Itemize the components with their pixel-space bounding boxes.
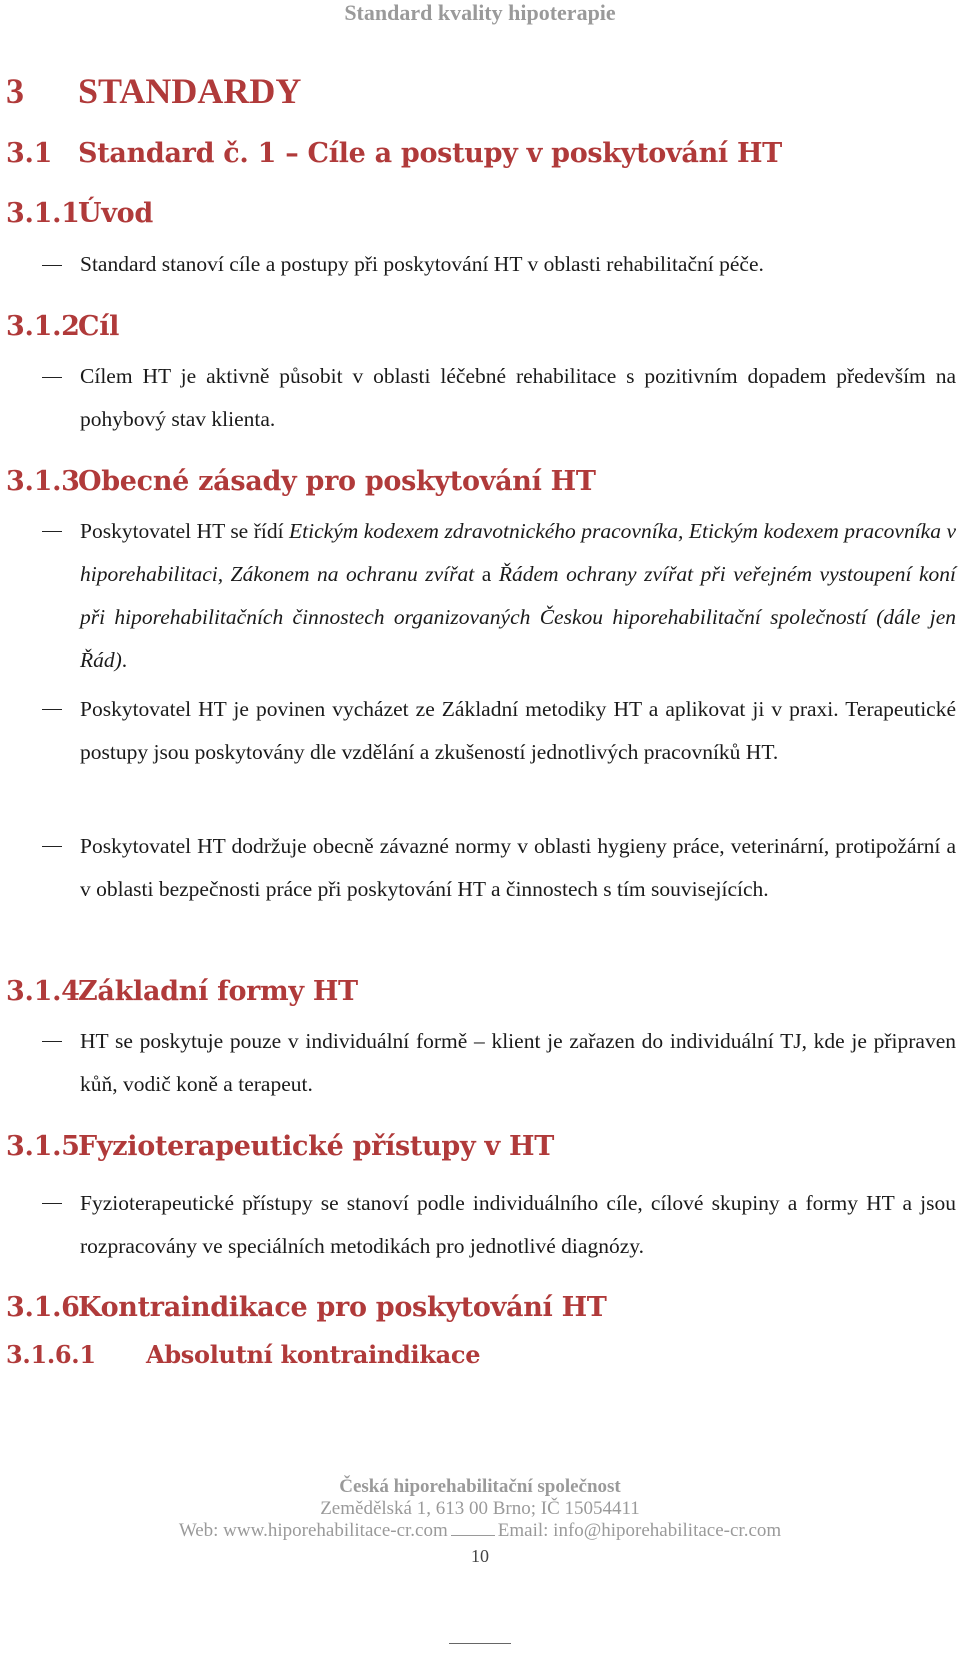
paragraph-intro: Standard stanoví cíle a postupy při poskytování HT v oblasti rehabilitační péče. [80,252,764,276]
page-number-rule [449,1643,511,1644]
footer-address: Zemědělská 1, 613 00 Brno; IČ 15054411 [320,1498,640,1519]
section-number: 3.1.6 [6,1292,80,1323]
text-run: . [121,648,128,672]
text-run: a [474,562,499,586]
paragraph-physio: Fyzioterapeutické přístupy se stanoví podle individuálního cíle, cílové skupiny a formy HT a jsou rozpracovány ve speciálních metodikách pro jednotlivé diagnózy. [80,1191,956,1258]
chapter-heading [6,70,301,112]
section-title: Standard č. 1 – Cíle a postupy v poskytování HT [78,138,782,169]
paragraph-methodology: Poskytovatel HT je povinen vycházet ze Základní metodiky HT a aplikovat ji v praxi. Terapeutické postupy jsou poskytovány dle vzdělání a zkušeností jednotlivých pracovníků HT. [80,697,956,764]
bullet-dash [42,531,62,532]
section-heading-3-1-1 [6,198,153,229]
section-heading-3-1-3 [6,466,596,497]
bullet-dash [42,846,62,847]
footer-contacts [0,1520,960,1542]
section-heading-3-1-4 [6,976,358,1007]
section-title: Úvod [78,198,153,229]
bullet-dash [42,1203,62,1204]
text-run: Poskytovatel HT se řídí [80,519,290,543]
section-heading-3-1-6-1 [6,1340,480,1369]
text-run [223,562,231,586]
bullet-dash [42,377,62,378]
paragraph-norms: Poskytovatel HT dodržuje obecně závazné normy v oblasti hygieny práce, veterinární, protipožární a v oblasti bezpečnosti práce při poskytování HT a činnostech s tím souvisejících. [80,834,956,901]
footer [0,1476,960,1542]
section-heading-3-1-2 [6,311,119,342]
paragraph-principles [80,510,956,682]
section-number: 3.1 [6,138,53,169]
section-title: Cíl [78,311,120,342]
bullet-dash [42,265,62,266]
chapter-number: 3 [6,71,24,111]
section-title: Absolutní kontraindikace [146,1340,481,1369]
animal-protection-act-reference: Zákonem na ochranu zvířat [230,562,475,586]
page-number: 10 [471,1546,489,1566]
section-heading-3-1-5 [6,1131,554,1162]
code-of-ethics-reference: Etickým kodexem zdravotnického pracovníka, Etickým kodexem pracovníka v hiporehabilitaci, [80,519,956,586]
section-number: 3.1.5 [6,1131,80,1162]
section-title: Kontraindikace pro poskytování HT [78,1292,607,1323]
order-reference: Řádem ochrany zvířat při veřejném vystoupení koní při hiporehabilitačních činnostech organizovaných Českou hiporehabilitační společností (dále jen Řád) [80,562,957,672]
section-heading-3-1 [6,138,782,169]
section-number: 3.1.6.1 [6,1340,96,1369]
footer-email-link[interactable]: Email: info@hiporehabilitace-cr.com [497,1520,782,1541]
section-title: Obecné zásady pro poskytování HT [78,466,596,497]
section-number: 3.1.1 [6,198,80,229]
bullet-dash [42,709,62,710]
section-title: Základní formy HT [78,976,358,1007]
footer-separator [451,1535,495,1536]
bullet-dash [42,1041,62,1042]
chapter-title: STANDARDY [78,71,302,111]
running-header: Standard kvality hipoterapie [344,0,616,25]
section-number: 3.1.3 [6,466,80,497]
section-title: Fyzioterapeutické přístupy v HT [78,1131,554,1162]
section-heading-3-1-6 [6,1292,607,1323]
paragraph-forms: HT se poskytuje pouze v individuální formě – klient je zařazen do individuální TJ, kde je připraven kůň, vodič koně a terapeut. [80,1029,956,1096]
footer-organization: Česká hiporehabilitační společnost [339,1476,621,1497]
footer-web-link[interactable]: Web: www.hiporehabilitace-cr.com [178,1520,448,1541]
paragraph-goal: Cílem HT je aktivně působit v oblasti léčebné rehabilitace s pozitivním dopadem především na pohybový stav klienta. [80,364,956,431]
section-number: 3.1.4 [6,976,80,1007]
section-number: 3.1.2 [6,311,80,342]
